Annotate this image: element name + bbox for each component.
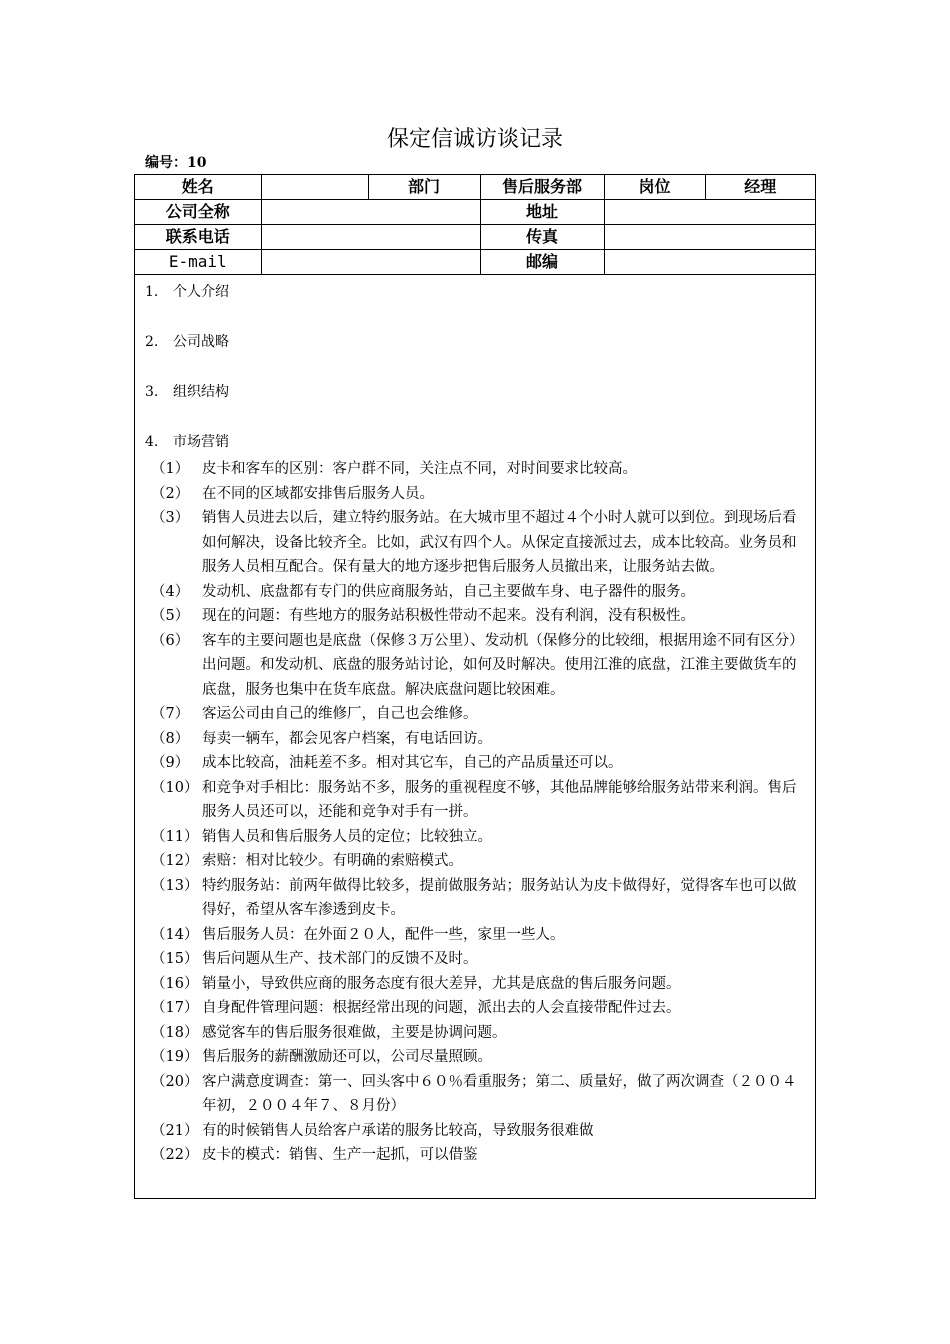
value-phone [261,225,480,250]
list-item: （5） 现在的问题：有些地方的服务站积极性带动不起来。没有利润，没有积极性。 [151,608,695,624]
section-heading: 4. 市场营销 [145,434,229,450]
list-item: （2） 在不同的区域都安排售后服务人员。 [151,485,434,502]
label-postcode: 邮编 [480,250,604,275]
list-item: （4） 发动机、底盘都有专门的供应商服务站，自己主要做车身、电子器件的服务。 [151,583,695,600]
value-name [261,175,368,200]
list-item: （12） 索赔：相对比较少。有明确的索赔模式。 [151,853,463,869]
value-position: 经理 [705,175,815,200]
list-item: （11） 销售人员和售后服务人员的定位；比较独立。 [151,828,492,845]
interview-record-form [134,174,816,1199]
page-title: 保定信诚访谈记录 [386,127,563,152]
value-fax [604,225,815,250]
list-item: （21） 有的时候销售人员给客户承诺的服务比较高，导致服务很难做 [151,1122,594,1139]
list-item: （6） 客车的主要问题也是底盘（保修３万公里）、发动机（保修分的比较细，根据用途不同有区分）出问题。和发动机、底盘的服务站讨论，如何及时解决。使用江淮的底盘，江淮主要做货车的底盘，服务也集中在货车底盘。解决底盘问题比较困难。 [151,632,804,698]
info-table [135,175,815,275]
list-item: （13） 特约服务站：前两年做得比较多，提前做服务站；服务站认为皮卡做得好，觉得客车也可以做得好，希望从客车渗透到皮卡。 [151,877,797,918]
value-address [604,200,815,225]
label-position: 岗位 [604,175,705,200]
list-item: （17） 自身配件管理问题：根据经常出现的问题，派出去的人会直接带配件过去。 [151,1000,681,1016]
label-email: E-mail [135,250,261,275]
list-item: （18） 感觉客车的售后服务很难做，主要是协调问题。 [151,1024,507,1041]
list-item: （10） 和竞争对手相比：服务站不多，服务的重视程度不够，其他品牌能够给服务站带来利润。售后服务人员还可以，还能和竞争对手有一拼。 [151,779,797,820]
list-item: （22） 皮卡的模式：销售、生产一起抓，可以借鉴 [151,1147,478,1163]
list-item: （15） 售后问题从生产、技术部门的反馈不及时。 [151,951,478,967]
label-phone: 联系电话 [135,225,261,250]
list-item: （8） 每卖一辆车，都会见客户档案，有电话回访。 [151,730,492,747]
document-number: 编号：10 [145,155,207,171]
list-item: （19） 售后服务的薪酬激励还可以，公司尽量照顾。 [151,1049,492,1065]
list-item: （1） 皮卡和客车的区别：客户群不同，关注点不同，对时间要求比较高。 [151,461,637,477]
value-email [261,250,480,275]
row-email [135,250,815,275]
label-fax: 传真 [480,225,604,250]
list-item: （9） 成本比较高，油耗差不多。相对其它车，自己的产品质量还可以。 [151,755,623,771]
list-item: （3） 销售人员进去以后，建立特约服务站。在大城市里不超过４个小时人就可以到位。到现场后看如何解决，设备比较齐全。比如，武汉有四个人。从保定直接派过去，成本比较高。业务员和服务人员相互配合。保有量大的地方逐步把售后服务人员撤出来，让服务站去做。 [151,510,797,575]
label-name: 姓名 [135,175,261,200]
list-item: （14） 售后服务人员：在外面２０人，配件一些，家里一些人。 [151,926,565,943]
row-name [135,175,815,200]
section-heading: 2. 公司战略 [145,334,229,350]
value-department: 售后服务部 [480,175,604,200]
value-postcode [604,250,815,275]
list-item: （20） 客户满意度调查：第一、回头客中６０％看重服务；第二、质量好，做了两次调查（２００４年初，２００４年７、８月份） [151,1073,797,1114]
value-company-name [261,200,480,225]
label-department: 部门 [368,175,480,200]
row-company [135,200,815,225]
row-phone [135,225,815,250]
label-address: 地址 [480,200,604,225]
section-heading: 3. 组织结构 [145,384,229,400]
section-heading: 1. 个人介绍 [145,284,229,300]
list-item: （16） 销量小，导致供应商的服务态度有很大差异，尤其是底盘的售后服务问题。 [151,975,681,992]
label-company-name: 公司全称 [135,200,261,225]
marketing-items [135,457,815,1168]
list-item: （7） 客运公司由自己的维修厂，自己也会维修。 [151,706,478,722]
